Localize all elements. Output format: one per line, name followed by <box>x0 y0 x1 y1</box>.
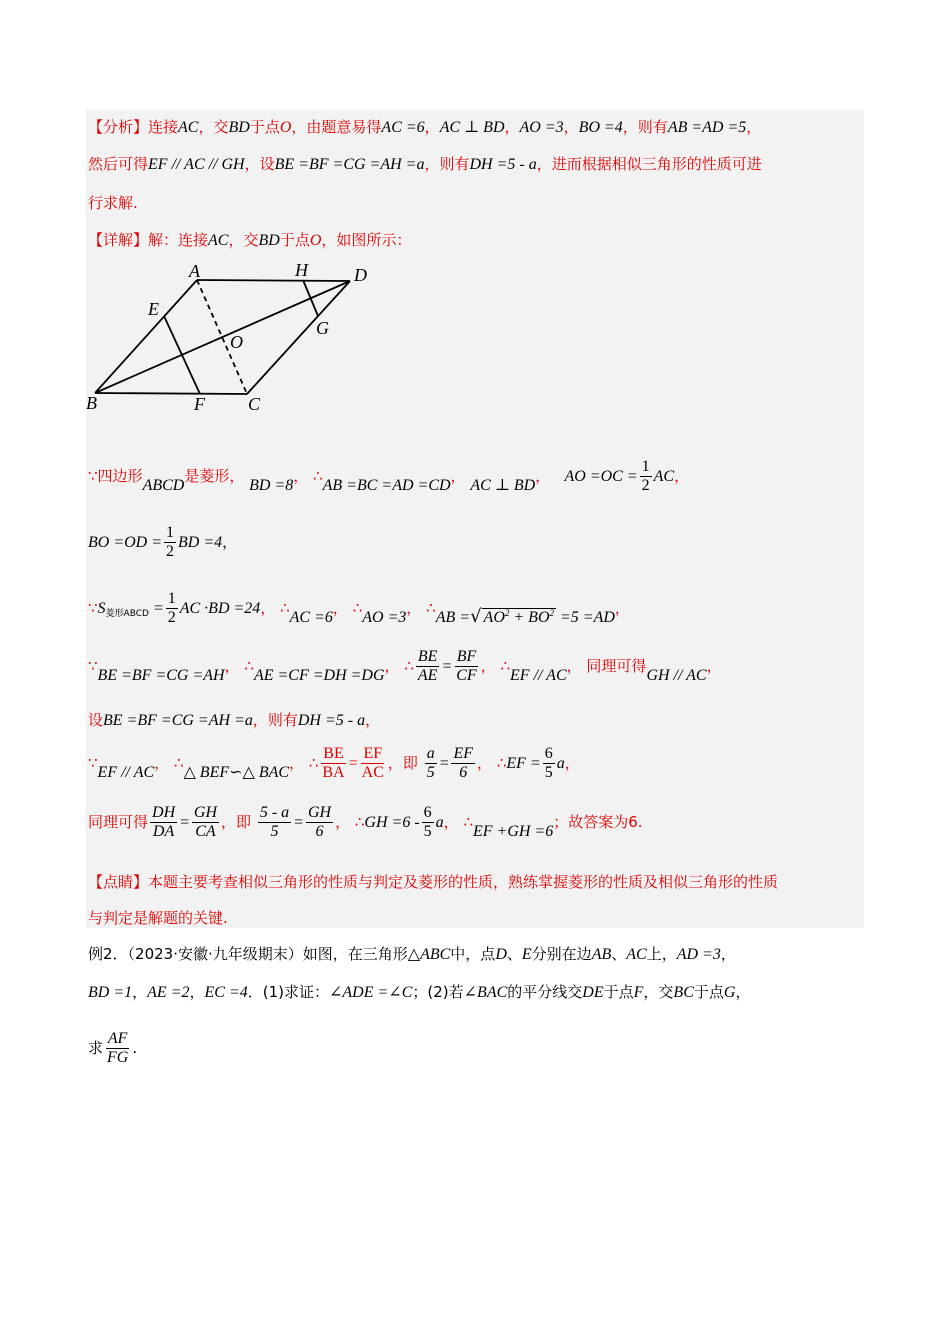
step-3: $\because S_{菱形ABCD}$ = $\frac{1}{2}$ AC ·BD =24， ∴AC =6， ∴AO =3， ∴AB =√ $AO^2 + BO^2 =5 =AD$， <box>88 590 630 627</box>
side-CB <box>95 393 247 394</box>
fraction-BE-BA: $\frac{BE}{BA}$ <box>322 745 345 781</box>
step-2: BO =OD = $\frac{1}{2}$ BD =4， <box>88 524 238 560</box>
step-6: ∵EF // AC， ∴△ BEF∽△ BAC， ∴ $\frac{BE}{BA}$ = $\frac{EF}{AC}$ ，即 $\frac{a}{5}$ = $\frac{EF}{6}$ ， ∴EF = $\frac{6}{5}$ a， <box>88 745 580 781</box>
label-B: B <box>86 393 97 413</box>
label-F: F <box>194 394 205 414</box>
analysis-line-1: 【分析】连接AC，交BD于点O，由题意易得AC =6，AC ⊥ BD，AO =3，BO =4，则有AB =AD =5， <box>88 118 762 136</box>
label-D: D <box>354 265 367 285</box>
step-7: 同理可得 $\frac{DH}{DA}$ = $\frac{GH}{CA}$ ，即 $\frac{5 - a}{5}$ = $\frac{GH}{6}$ ， ∴GH =6 - $\frac{6}{5}$ a， ∴EF +GH =6；故答案为6. <box>88 804 643 840</box>
analysis-tag: 【分析】 <box>88 118 149 136</box>
fraction-5minusa-5: $\frac{5 - a}{5}$ <box>259 804 290 840</box>
fraction-half: $\frac{1}{2}$ <box>166 524 175 560</box>
fraction-BF-CF: $\frac{BF}{CF}$ <box>456 648 477 684</box>
detail-tag: 【详解】 <box>88 231 149 249</box>
fraction-6-5: $\frac{6}{5}$ <box>423 804 432 840</box>
comment-tag: 【点睛】 <box>88 873 149 891</box>
fraction-6-5: $\frac{6}{5}$ <box>544 745 553 781</box>
step-1: ∵四边形ABCD是菱形， BD =8， ∴AB =BC =AD =CD， AC ⊥ BD， AO =OC = $\frac{1}{2}$ AC， <box>88 458 690 494</box>
side-DC <box>247 281 350 394</box>
step-5: 设BE =BF =CG =AH =a，则有DH =5 - a， <box>88 711 381 729</box>
label-C: C <box>248 394 261 414</box>
square-root: $AO^2 + BO^2$ <box>483 608 554 626</box>
comment-line-2: 与判定是解题的关键. <box>88 909 228 927</box>
diagonal-BD <box>95 281 350 393</box>
fraction-half: $\frac{1}{2}$ <box>641 458 650 494</box>
label-G: G <box>316 318 329 338</box>
detail-line: 【详解】解：连接AC，交BD于点O，如图所示： <box>88 231 412 249</box>
label-E: E <box>148 299 159 319</box>
fraction-BE-AE: $\frac{BE}{AE}$ <box>417 648 438 684</box>
fraction-DH-DA: $\frac{DH}{DA}$ <box>152 804 176 840</box>
example-line-3: 求 $\frac{AF}{FG}$ . <box>88 1030 138 1066</box>
segment-EF <box>164 316 200 394</box>
fraction-a-5: $\frac{a}{5}$ <box>426 745 435 781</box>
label-O: O <box>230 332 243 352</box>
step-4: ∵BE =BF =CG =AH， ∴AE =CF =DH =DG， ∴ $\frac{BE}{AE}$ = $\frac{BF}{CF}$ ， ∴EF // AC， 同理可得GH // AC， <box>88 648 722 684</box>
example-line-2: BD =1，AE =2，EC =4．(1)求证：∠ADE =∠C；(2)若∠BAC的平分线交DE于点F，交BC于点G， <box>88 983 751 1001</box>
analysis-line-3: 行求解. <box>88 194 138 212</box>
label-A: A <box>189 261 200 281</box>
fraction-GH-6: $\frac{GH}{6}$ <box>307 804 332 840</box>
fraction-EF-6: $\frac{EF}{6}$ <box>453 745 474 781</box>
fraction-GH-CA: $\frac{GH}{CA}$ <box>193 804 218 840</box>
example-line-1: 例2．（2023·安徽·九年级期末）如图，在三角形△ABC中，点D、E分别在边AB、AC上，AD =3， <box>88 945 736 963</box>
fraction-AF-FG: $\frac{AF}{FG}$ <box>107 1030 129 1066</box>
side-AD <box>197 280 350 281</box>
label-H: H <box>295 260 308 280</box>
segment-HG <box>303 280 318 316</box>
analysis-line-2: 然后可得EF // AC // GH，设BE =BF =CG =AH =a，则有DH =5 - a，进而根据相似三角形的性质可进 <box>88 155 762 173</box>
comment-line-1: 【点睛】本题主要考查相似三角形的性质与判定及菱形的性质，熟练掌握菱形的性质及相似三角形的性质 <box>88 873 779 891</box>
rhombus-figure <box>80 258 380 418</box>
side-BA <box>95 280 197 393</box>
fraction-EF-AC: $\frac{EF}{AC}$ <box>361 745 384 781</box>
fraction-half: $\frac{1}{2}$ <box>167 590 176 626</box>
